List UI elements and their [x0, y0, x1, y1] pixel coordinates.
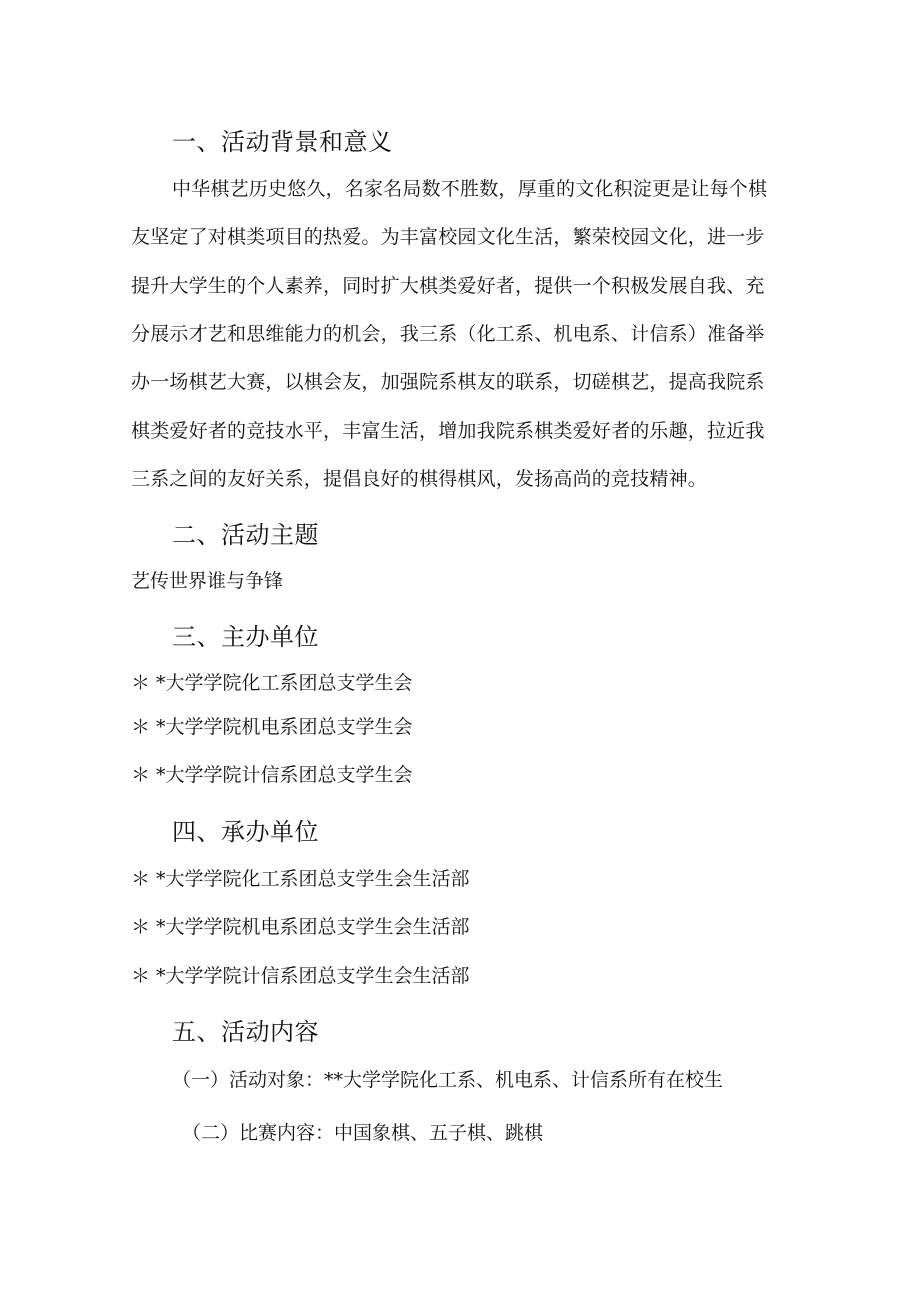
- paragraph-line: 友坚定了对棋类项目的热爱。为丰富校园文化生活，繁荣校园文化，进一步: [131, 226, 765, 248]
- section-heading-background: 一、活动背景和意义: [172, 128, 393, 156]
- undertaker-item: ＊ *大学学院机电系团总支学生会生活部: [131, 916, 470, 938]
- paragraph-line: 三系之间的友好关系，提倡良好的棋得棋风，发扬高尚的竞技精神。: [131, 468, 708, 490]
- organizer-item: ＊ *大学学院化工系团总支学生会: [131, 672, 413, 694]
- paragraph-line: 分展示才艺和思维能力的机会，我三系（化工系、机电系、计信系）准备举: [131, 323, 765, 345]
- content-item-games: （二）比赛内容：中国象棋、五子棋、跳棋: [182, 1122, 544, 1144]
- section-heading-organizers: 三、主办单位: [172, 623, 319, 651]
- paragraph-line: 办一场棋艺大赛，以棋会友，加强院系棋友的联系，切磋棋艺，提高我院系: [131, 371, 765, 393]
- undertaker-item: ＊ *大学学院化工系团总支学生会生活部: [131, 868, 470, 890]
- organizer-item: ＊ *大学学院计信系团总支学生会: [131, 764, 413, 786]
- organizer-item: ＊ *大学学院机电系团总支学生会: [131, 716, 413, 738]
- section-heading-theme: 二、活动主题: [172, 521, 319, 549]
- theme-text: 艺传世界谁与争锋: [131, 570, 284, 592]
- section-heading-undertakers: 四、承办单位: [172, 818, 319, 846]
- undertaker-item: ＊ *大学学院计信系团总支学生会生活部: [131, 965, 470, 987]
- paragraph-line: 棋类爱好者的竞技水平，丰富生活，增加我院系棋类爱好者的乐趣，拉近我: [131, 420, 765, 442]
- paragraph-line: 中华棋艺历史悠久，名家名局数不胜数，厚重的文化积淀更是让每个棋: [172, 178, 768, 200]
- content-item-target: （一）活动对象：**大学学院化工系、机电系、计信系所有在校生: [172, 1069, 724, 1091]
- section-heading-content: 五、活动内容: [172, 1018, 319, 1046]
- paragraph-line: 提升大学生的个人素养，同时扩大棋类爱好者，提供一个积极发展自我、充: [131, 275, 765, 297]
